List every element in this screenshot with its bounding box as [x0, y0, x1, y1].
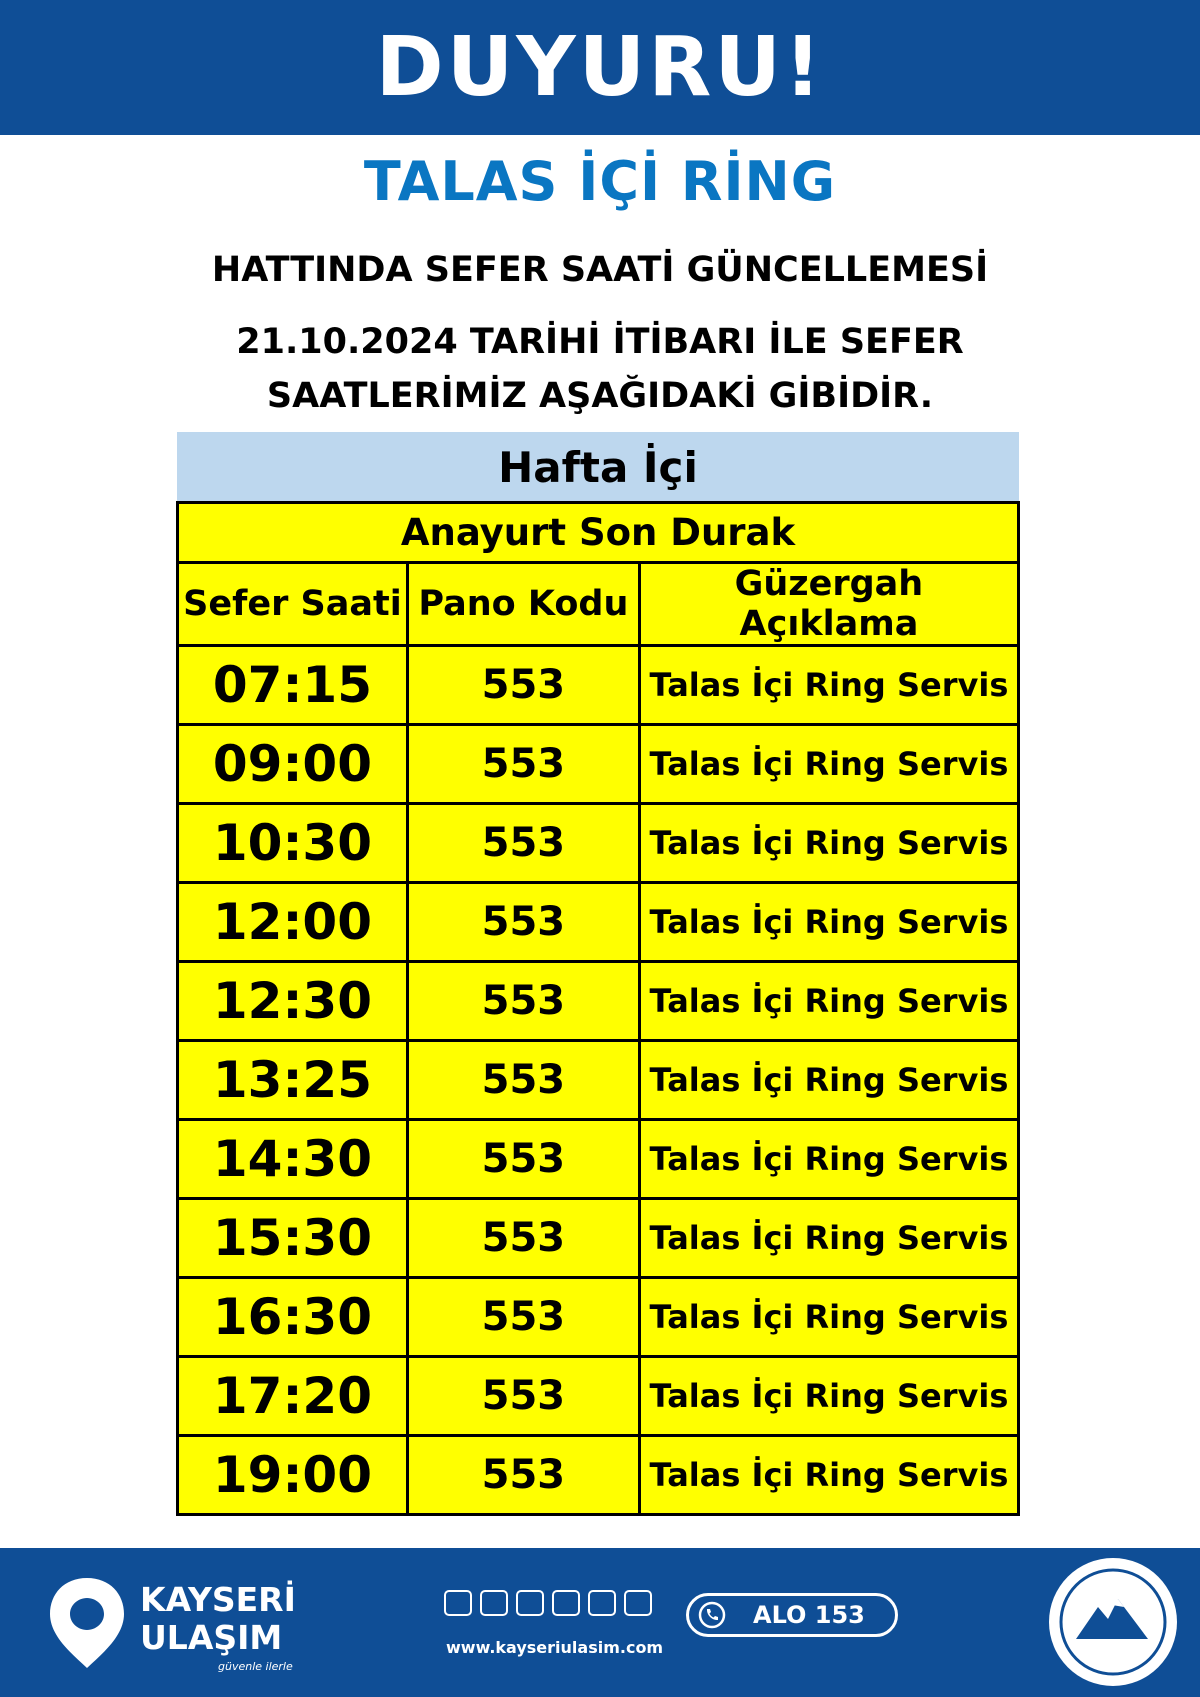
schedule-intro-line: SAATLERİMİZ AŞAĞIDAKİ GİBİDİR.: [266, 376, 934, 416]
card-icon: [624, 1590, 652, 1616]
departure-time: 09:00: [178, 725, 408, 804]
table-row: [178, 1041, 1019, 1120]
route-description: Talas İçi Ring Servis: [639, 962, 1018, 1041]
route-code: 553: [407, 962, 639, 1041]
route-description: Talas İçi Ring Servis: [639, 1357, 1018, 1436]
transport-icons: [444, 1590, 652, 1616]
table-row: [178, 725, 1019, 804]
departure-time: 12:00: [178, 883, 408, 962]
route-description: Talas İçi Ring Servis: [639, 1041, 1018, 1120]
brand-name: [140, 1581, 296, 1657]
tram-icon: [444, 1590, 472, 1616]
route-description: Talas İçi Ring Servis: [639, 804, 1018, 883]
departure-time: 17:20: [178, 1357, 408, 1436]
bus-icon: [480, 1590, 508, 1616]
route-description: Talas İçi Ring Servis: [639, 1199, 1018, 1278]
bus-front-icon: [516, 1590, 544, 1616]
top-banner: [0, 0, 1200, 135]
departure-time: 13:25: [178, 1041, 408, 1120]
table-row: [178, 1120, 1019, 1199]
brand-line2: ULAŞIM: [140, 1618, 283, 1657]
departure-time: 12:30: [178, 962, 408, 1041]
table-row: [178, 962, 1019, 1041]
taxi-icon: [552, 1590, 580, 1616]
route-description: Talas İçi Ring Servis: [639, 646, 1018, 725]
route-code: 553: [407, 1041, 639, 1120]
column-header-code: Pano Kodu: [407, 563, 639, 646]
route-code: 553: [407, 1357, 639, 1436]
route-code: 553: [407, 1120, 639, 1199]
table-row: [178, 804, 1019, 883]
line-name: TALAS İÇİ RİNG: [363, 150, 837, 213]
brand-line1: KAYSERİ: [140, 1580, 296, 1619]
website-link[interactable]: www.kayseriulasim.com: [446, 1638, 664, 1657]
route-code: 553: [407, 646, 639, 725]
table-row: [178, 1199, 1019, 1278]
announcement-title: DUYURU!: [375, 19, 825, 115]
route-code: 553: [407, 725, 639, 804]
departure-time: 15:30: [178, 1199, 408, 1278]
route-description: Talas İçi Ring Servis: [639, 1278, 1018, 1357]
departure-time: 07:15: [178, 646, 408, 725]
column-header-route: Güzergah Açıklama: [639, 563, 1018, 646]
departure-time: 19:00: [178, 1436, 408, 1515]
hotline-badge[interactable]: [686, 1593, 898, 1637]
table-row: [178, 646, 1019, 725]
hotline-number: ALO 153: [753, 1601, 865, 1629]
stop-name: Anayurt Son Durak: [178, 503, 1019, 563]
route-description: Talas İçi Ring Servis: [639, 883, 1018, 962]
route-description: Talas İçi Ring Servis: [639, 1436, 1018, 1515]
table-row: [178, 883, 1019, 962]
table-row: [178, 1278, 1019, 1357]
column-header-time: Sefer Saati: [178, 563, 408, 646]
phone-icon: [697, 1600, 727, 1630]
route-code: 553: [407, 804, 639, 883]
municipality-seal-icon: [1046, 1555, 1180, 1689]
column-header-row: [178, 563, 1019, 646]
route-code: 553: [407, 1199, 639, 1278]
logo-icon: [42, 1570, 132, 1675]
route-description: Talas İçi Ring Servis: [639, 1120, 1018, 1199]
schedule-table: [176, 501, 1020, 1516]
departure-time: 10:30: [178, 804, 408, 883]
bicycle-icon: [588, 1590, 616, 1616]
effective-date-line: 21.10.2024 TARİHİ İTİBARI İLE SEFER: [236, 322, 964, 362]
table-row: [178, 1436, 1019, 1515]
day-type-header: Hafta İçi: [177, 432, 1019, 502]
stop-row: [178, 503, 1019, 563]
route-code: 553: [407, 1436, 639, 1515]
brand-slogan: güvenle ilerle: [218, 1660, 293, 1673]
route-description: Talas İçi Ring Servis: [639, 725, 1018, 804]
route-code: 553: [407, 883, 639, 962]
update-heading: HATTINDA SEFER SAATİ GÜNCELLEMESİ: [211, 250, 989, 290]
route-code: 553: [407, 1278, 639, 1357]
departure-time: 14:30: [178, 1120, 408, 1199]
footer: [0, 1548, 1200, 1697]
departure-time: 16:30: [178, 1278, 408, 1357]
table-row: [178, 1357, 1019, 1436]
